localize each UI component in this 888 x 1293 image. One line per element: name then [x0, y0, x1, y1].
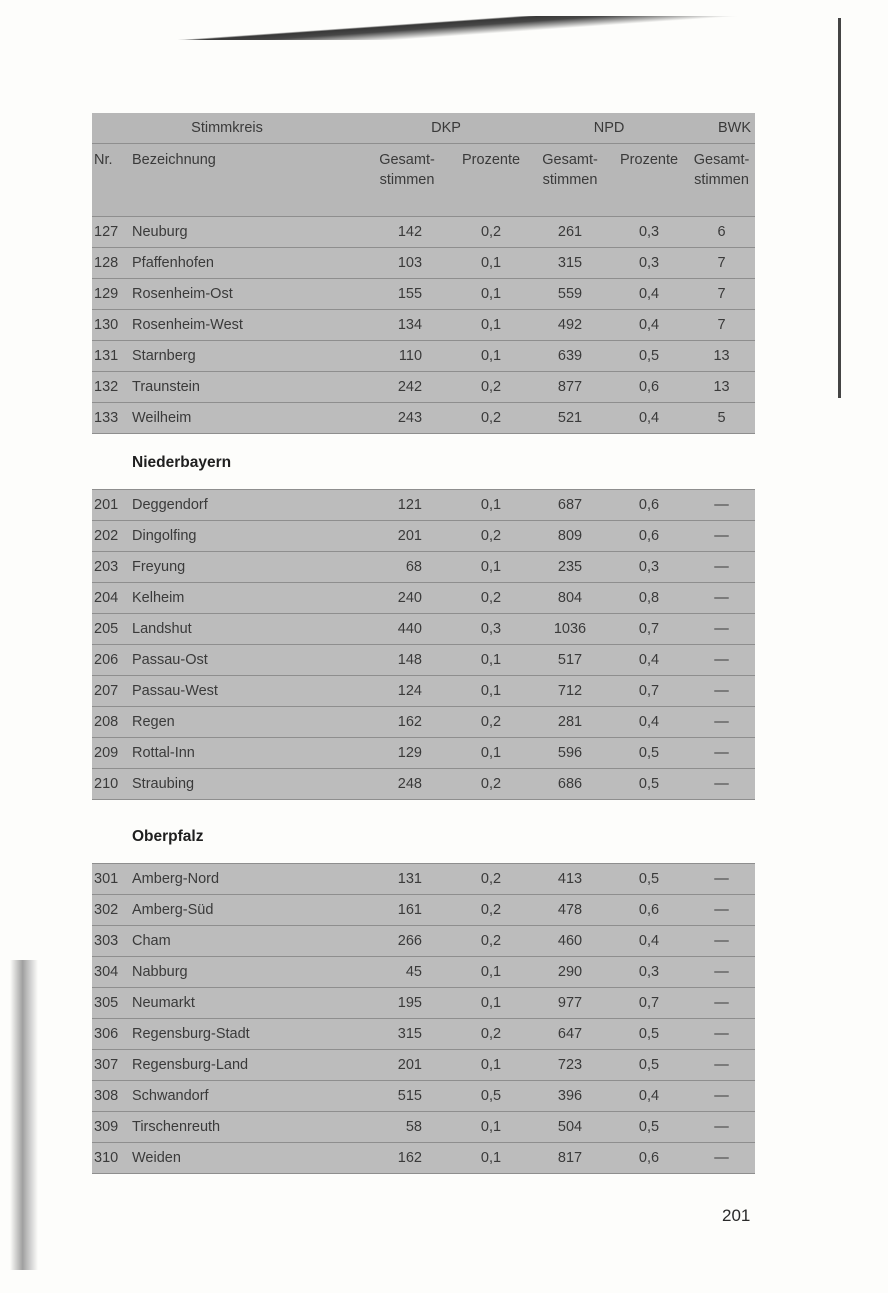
row-dkp-prozente: 0,1 [452, 957, 530, 988]
row-dkp-gesamtstimmen: 195 [362, 988, 452, 1019]
row-bwk-gesamtstimmen: — [688, 738, 755, 769]
row-npd-gesamtstimmen: 460 [530, 926, 610, 957]
row-name: Passau-Ost [132, 645, 362, 676]
row-dkp-gesamtstimmen: 68 [362, 552, 452, 583]
row-name: Landshut [132, 614, 362, 645]
row-dkp-prozente: 0,5 [452, 1081, 530, 1112]
row-name: Amberg-Nord [132, 864, 362, 895]
row-npd-prozente: 0,5 [610, 738, 688, 769]
row-npd-gesamtstimmen: 396 [530, 1081, 610, 1112]
row-nr: 307 [92, 1050, 132, 1081]
row-dkp-prozente: 0,1 [452, 676, 530, 707]
row-bwk-gesamtstimmen: — [688, 1112, 755, 1143]
row-nr: 208 [92, 707, 132, 738]
row-dkp-prozente: 0,1 [452, 1112, 530, 1143]
row-dkp-gesamtstimmen: 201 [362, 1050, 452, 1081]
row-npd-prozente: 0,5 [610, 1019, 688, 1050]
row-bwk-gesamtstimmen: — [688, 645, 755, 676]
row-npd-prozente: 0,4 [610, 310, 688, 341]
row-npd-prozente: 0,5 [610, 1050, 688, 1081]
table-row [92, 1050, 755, 1081]
row-dkp-prozente: 0,1 [452, 279, 530, 310]
row-name: Neuburg [132, 217, 362, 248]
row-dkp-prozente: 0,2 [452, 895, 530, 926]
table-block-2 [92, 489, 755, 800]
table-row [92, 1112, 755, 1143]
row-bwk-gesamtstimmen: — [688, 707, 755, 738]
row-npd-prozente: 0,5 [610, 864, 688, 895]
scan-shadow-left [10, 960, 38, 1270]
row-dkp-gesamtstimmen: 124 [362, 676, 452, 707]
row-npd-gesamtstimmen: 517 [530, 645, 610, 676]
row-dkp-prozente: 0,2 [452, 372, 530, 403]
row-name: Traunstein [132, 372, 362, 403]
row-dkp-prozente: 0,2 [452, 707, 530, 738]
row-npd-prozente: 0,5 [610, 769, 688, 800]
row-nr: 310 [92, 1143, 132, 1174]
row-npd-gesamtstimmen: 687 [530, 490, 610, 521]
row-npd-gesamtstimmen: 723 [530, 1050, 610, 1081]
row-npd-gesamtstimmen: 804 [530, 583, 610, 614]
row-nr: 306 [92, 1019, 132, 1050]
row-nr: 304 [92, 957, 132, 988]
row-npd-gesamtstimmen: 647 [530, 1019, 610, 1050]
row-name: Weilheim [132, 403, 362, 434]
row-bwk-gesamtstimmen: — [688, 490, 755, 521]
row-bwk-gesamtstimmen: 7 [688, 279, 755, 310]
row-name: Rottal-Inn [132, 738, 362, 769]
row-dkp-prozente: 0,1 [452, 645, 530, 676]
table-row [92, 403, 755, 434]
row-npd-prozente: 0,3 [610, 248, 688, 279]
row-dkp-prozente: 0,1 [452, 552, 530, 583]
row-dkp-gesamtstimmen: 148 [362, 645, 452, 676]
row-nr: 130 [92, 310, 132, 341]
row-npd-gesamtstimmen: 521 [530, 403, 610, 434]
row-bwk-gesamtstimmen: 7 [688, 310, 755, 341]
row-bwk-gesamtstimmen: 13 [688, 341, 755, 372]
row-dkp-gesamtstimmen: 242 [362, 372, 452, 403]
row-dkp-prozente: 0,2 [452, 521, 530, 552]
row-npd-prozente: 0,4 [610, 926, 688, 957]
table-row [92, 676, 755, 707]
row-dkp-prozente: 0,3 [452, 614, 530, 645]
row-bwk-gesamtstimmen: 7 [688, 248, 755, 279]
table-row [92, 583, 755, 614]
row-name: Tirschenreuth [132, 1112, 362, 1143]
row-name: Rosenheim-West [132, 310, 362, 341]
row-nr: 204 [92, 583, 132, 614]
row-name: Straubing [132, 769, 362, 800]
header-dkp-gesamtstimmen: Gesamt- stimmen [362, 144, 452, 217]
row-npd-prozente: 0,7 [610, 614, 688, 645]
results-table [92, 113, 755, 434]
table-row [92, 372, 755, 403]
row-nr: 203 [92, 552, 132, 583]
row-name: Regensburg-Stadt [132, 1019, 362, 1050]
table-row [92, 552, 755, 583]
row-name: Dingolfing [132, 521, 362, 552]
row-bwk-gesamtstimmen: — [688, 614, 755, 645]
header-dkp: DKP [362, 113, 530, 144]
table-block-1 [92, 113, 755, 434]
row-name: Neumarkt [132, 988, 362, 1019]
row-bwk-gesamtstimmen: — [688, 552, 755, 583]
row-npd-gesamtstimmen: 877 [530, 372, 610, 403]
row-dkp-gesamtstimmen: 58 [362, 1112, 452, 1143]
row-nr: 301 [92, 864, 132, 895]
row-npd-prozente: 0,3 [610, 217, 688, 248]
header-bwk-gesamtstimmen: Gesamt- stimmen [688, 144, 755, 217]
row-dkp-gesamtstimmen: 440 [362, 614, 452, 645]
row-dkp-gesamtstimmen: 515 [362, 1081, 452, 1112]
scan-shadow-top [70, 16, 845, 40]
row-npd-gesamtstimmen: 504 [530, 1112, 610, 1143]
table-row [92, 1143, 755, 1174]
row-npd-prozente: 0,7 [610, 676, 688, 707]
row-bwk-gesamtstimmen: 6 [688, 217, 755, 248]
row-nr: 202 [92, 521, 132, 552]
table-row [92, 279, 755, 310]
row-dkp-gesamtstimmen: 315 [362, 1019, 452, 1050]
row-npd-prozente: 0,6 [610, 895, 688, 926]
table-row [92, 926, 755, 957]
header-npd: NPD [530, 113, 688, 144]
row-nr: 201 [92, 490, 132, 521]
row-nr: 133 [92, 403, 132, 434]
row-bwk-gesamtstimmen: — [688, 864, 755, 895]
row-npd-prozente: 0,7 [610, 988, 688, 1019]
table-row [92, 341, 755, 372]
results-table-niederbayern [92, 489, 755, 800]
row-dkp-gesamtstimmen: 162 [362, 1143, 452, 1174]
row-nr: 127 [92, 217, 132, 248]
row-name: Freyung [132, 552, 362, 583]
row-npd-gesamtstimmen: 235 [530, 552, 610, 583]
row-nr: 305 [92, 988, 132, 1019]
row-nr: 132 [92, 372, 132, 403]
row-bwk-gesamtstimmen: — [688, 1143, 755, 1174]
row-nr: 302 [92, 895, 132, 926]
row-npd-prozente: 0,4 [610, 1081, 688, 1112]
table-row [92, 645, 755, 676]
row-dkp-prozente: 0,1 [452, 341, 530, 372]
row-name: Nabburg [132, 957, 362, 988]
table-row [92, 248, 755, 279]
table-row [92, 988, 755, 1019]
row-dkp-prozente: 0,1 [452, 988, 530, 1019]
header-nr: Nr. [92, 144, 132, 217]
header-bwk: BWK [688, 113, 755, 144]
row-name: Schwandorf [132, 1081, 362, 1112]
row-dkp-prozente: 0,1 [452, 1143, 530, 1174]
row-bwk-gesamtstimmen: — [688, 926, 755, 957]
row-bwk-gesamtstimmen: — [688, 521, 755, 552]
row-bwk-gesamtstimmen: — [688, 769, 755, 800]
row-nr: 207 [92, 676, 132, 707]
row-name: Weiden [132, 1143, 362, 1174]
row-npd-prozente: 0,4 [610, 403, 688, 434]
row-nr: 303 [92, 926, 132, 957]
row-dkp-gesamtstimmen: 134 [362, 310, 452, 341]
page-number: 201 [722, 1206, 751, 1225]
row-npd-gesamtstimmen: 639 [530, 341, 610, 372]
row-dkp-prozente: 0,2 [452, 403, 530, 434]
table-row [92, 864, 755, 895]
row-dkp-prozente: 0,1 [452, 490, 530, 521]
row-npd-prozente: 0,3 [610, 552, 688, 583]
row-nr: 308 [92, 1081, 132, 1112]
row-name: Pfaffenhofen [132, 248, 362, 279]
row-npd-prozente: 0,3 [610, 957, 688, 988]
row-npd-prozente: 0,8 [610, 583, 688, 614]
row-name: Regensburg-Land [132, 1050, 362, 1081]
row-nr: 131 [92, 341, 132, 372]
row-name: Regen [132, 707, 362, 738]
header-npd-prozente: Prozente [610, 144, 688, 217]
table-row [92, 707, 755, 738]
row-dkp-gesamtstimmen: 142 [362, 217, 452, 248]
row-nr: 206 [92, 645, 132, 676]
row-name: Cham [132, 926, 362, 957]
row-npd-gesamtstimmen: 281 [530, 707, 610, 738]
row-bwk-gesamtstimmen: — [688, 676, 755, 707]
row-name: Starnberg [132, 341, 362, 372]
row-nr: 129 [92, 279, 132, 310]
row-dkp-gesamtstimmen: 131 [362, 864, 452, 895]
row-nr: 210 [92, 769, 132, 800]
row-name: Kelheim [132, 583, 362, 614]
row-npd-prozente: 0,4 [610, 645, 688, 676]
row-bwk-gesamtstimmen: — [688, 957, 755, 988]
row-dkp-gesamtstimmen: 266 [362, 926, 452, 957]
row-npd-prozente: 0,5 [610, 341, 688, 372]
row-dkp-prozente: 0,2 [452, 583, 530, 614]
row-dkp-prozente: 0,2 [452, 864, 530, 895]
section-title-oberpfalz: Oberpfalz [132, 828, 204, 845]
row-npd-gesamtstimmen: 492 [530, 310, 610, 341]
row-bwk-gesamtstimmen: 13 [688, 372, 755, 403]
table-row [92, 957, 755, 988]
row-npd-gesamtstimmen: 817 [530, 1143, 610, 1174]
row-npd-gesamtstimmen: 261 [530, 217, 610, 248]
row-nr: 128 [92, 248, 132, 279]
table-row [92, 738, 755, 769]
row-npd-gesamtstimmen: 1036 [530, 614, 610, 645]
table-row [92, 490, 755, 521]
row-npd-prozente: 0,6 [610, 372, 688, 403]
row-bwk-gesamtstimmen: — [688, 1050, 755, 1081]
section-rows-oberpfalz [92, 864, 755, 1174]
results-table-oberpfalz [92, 863, 755, 1174]
row-dkp-gesamtstimmen: 155 [362, 279, 452, 310]
row-name: Passau-West [132, 676, 362, 707]
row-bwk-gesamtstimmen: 5 [688, 403, 755, 434]
row-dkp-gesamtstimmen: 103 [362, 248, 452, 279]
row-npd-gesamtstimmen: 809 [530, 521, 610, 552]
row-bwk-gesamtstimmen: — [688, 1081, 755, 1112]
row-dkp-prozente: 0,1 [452, 248, 530, 279]
row-dkp-gesamtstimmen: 110 [362, 341, 452, 372]
row-bwk-gesamtstimmen: — [688, 895, 755, 926]
row-dkp-prozente: 0,2 [452, 926, 530, 957]
row-npd-gesamtstimmen: 315 [530, 248, 610, 279]
row-bwk-gesamtstimmen: — [688, 1019, 755, 1050]
section-rows-oberbayern [92, 217, 755, 434]
row-dkp-prozente: 0,1 [452, 310, 530, 341]
row-dkp-gesamtstimmen: 45 [362, 957, 452, 988]
row-dkp-gesamtstimmen: 162 [362, 707, 452, 738]
header-bezeichnung: Bezeichnung [132, 144, 362, 217]
row-npd-gesamtstimmen: 596 [530, 738, 610, 769]
section-rows-niederbayern [92, 490, 755, 800]
row-npd-prozente: 0,6 [610, 1143, 688, 1174]
table-row [92, 1019, 755, 1050]
row-bwk-gesamtstimmen: — [688, 583, 755, 614]
row-nr: 309 [92, 1112, 132, 1143]
row-npd-gesamtstimmen: 290 [530, 957, 610, 988]
row-npd-gesamtstimmen: 413 [530, 864, 610, 895]
row-npd-gesamtstimmen: 686 [530, 769, 610, 800]
table-row [92, 614, 755, 645]
row-name: Rosenheim-Ost [132, 279, 362, 310]
row-dkp-prozente: 0,1 [452, 738, 530, 769]
row-npd-gesamtstimmen: 478 [530, 895, 610, 926]
row-name: Amberg-Süd [132, 895, 362, 926]
row-dkp-prozente: 0,1 [452, 1050, 530, 1081]
scan-shadow-right [838, 18, 841, 398]
table-row [92, 769, 755, 800]
header-dkp-prozente: Prozente [452, 144, 530, 217]
table-row [92, 1081, 755, 1112]
row-npd-prozente: 0,6 [610, 490, 688, 521]
row-bwk-gesamtstimmen: — [688, 988, 755, 1019]
row-npd-gesamtstimmen: 559 [530, 279, 610, 310]
row-dkp-gesamtstimmen: 248 [362, 769, 452, 800]
row-npd-gesamtstimmen: 977 [530, 988, 610, 1019]
row-nr: 209 [92, 738, 132, 769]
table-row [92, 310, 755, 341]
table-row [92, 521, 755, 552]
row-npd-prozente: 0,4 [610, 279, 688, 310]
row-dkp-gesamtstimmen: 129 [362, 738, 452, 769]
section-title-niederbayern: Niederbayern [132, 454, 232, 471]
row-dkp-gesamtstimmen: 201 [362, 521, 452, 552]
row-nr: 205 [92, 614, 132, 645]
row-name: Deggendorf [132, 490, 362, 521]
table-row [92, 895, 755, 926]
row-dkp-gesamtstimmen: 161 [362, 895, 452, 926]
header-stimmkreis: Stimmkreis [92, 113, 362, 144]
row-dkp-gesamtstimmen: 121 [362, 490, 452, 521]
row-dkp-prozente: 0,2 [452, 769, 530, 800]
row-npd-prozente: 0,5 [610, 1112, 688, 1143]
row-npd-gesamtstimmen: 712 [530, 676, 610, 707]
row-dkp-prozente: 0,2 [452, 1019, 530, 1050]
row-dkp-gesamtstimmen: 243 [362, 403, 452, 434]
header-npd-gesamtstimmen: Gesamt- stimmen [530, 144, 610, 217]
table-block-3 [92, 863, 755, 1174]
row-dkp-gesamtstimmen: 240 [362, 583, 452, 614]
row-dkp-prozente: 0,2 [452, 217, 530, 248]
table-row [92, 217, 755, 248]
row-npd-prozente: 0,6 [610, 521, 688, 552]
row-npd-prozente: 0,4 [610, 707, 688, 738]
table-header [92, 113, 755, 217]
